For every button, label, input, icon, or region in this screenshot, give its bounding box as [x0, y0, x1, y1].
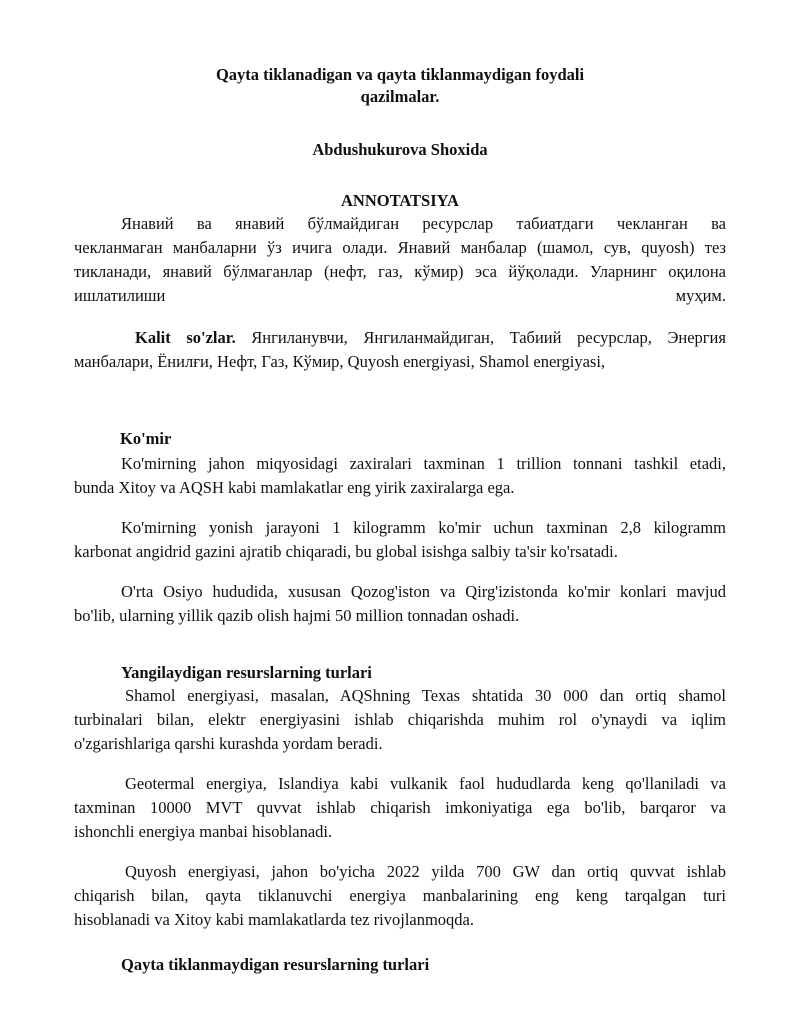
title-line-2: qazilmalar. — [360, 87, 440, 106]
paragraph-line: O'rta Osiyo hududida, xususan Qozog'iston va Qirg'izistonda ko'mir konlari mavjud — [121, 582, 726, 601]
section-heading-renewable: Yangilaydigan resurslarning turlari — [121, 663, 372, 682]
komir-paragraph-2 — [74, 516, 726, 564]
annotation-line: Янавий ва янавий бўлмайдиган ресурслар табиатдаги чекланган ва — [121, 214, 726, 233]
paragraph-line: bo'lib, ularning yillik qazib olish hajmi 50 million tonnadan oshadi. — [74, 606, 520, 625]
annotation-line: тикланади, янавий бўлмаганлар (нефт, газ, кўмир) эса йўқолади. Уларнинг оқилона — [74, 262, 726, 281]
keywords-label: Kalit so'zlar. — [135, 328, 236, 347]
annotation-text — [74, 212, 726, 308]
annotation-line-start: ишлатилиши — [74, 286, 166, 305]
keywords-line — [74, 326, 726, 350]
paragraph-line: bunda Xitoy va AQSH kabi mamlakatlar eng yirik zaxiralarga ega. — [74, 478, 515, 497]
paragraph-line: Geotermal energiya, Islandiya kabi vulkanik faol hududlarda keng qo'llaniladi va — [125, 774, 726, 793]
paragraph-line: karbonat angidrid gazini ajratib chiqaradi, bu global isishga salbiy ta'sir ko'rsatadi. — [74, 542, 618, 561]
paragraph-line: turbinalari bilan, elektr energiyasini ishlab chiqarishda muhim rol o'ynaydi va iqlim — [74, 710, 726, 729]
renewable-paragraph-3 — [74, 860, 726, 932]
keywords-line: манбалари, Ёнилғи, Нефт, Газ, Кўмир, Quyosh energiyasi, Shamol energiyasi, — [74, 352, 606, 371]
section-heading-nonrenewable: Qayta tiklanmaydigan resurslarning turlari — [121, 955, 430, 974]
paragraph-line: ishonchli energiya manbai hisoblanadi. — [74, 822, 333, 841]
paragraph-line: Shamol energiyasi, masalan, AQShning Texas shtatida 30 000 dan ortiq shamol — [125, 686, 726, 705]
keywords-list: Янгиланувчи, Янгиланмайдиган, Табиий ресурслар, Энергия — [235, 328, 726, 347]
renewable-paragraph-2 — [74, 772, 726, 844]
annotation-line-end: муҳим. — [675, 286, 726, 305]
annotation-line — [74, 284, 726, 308]
annotation-heading: ANNOTATSIYA — [341, 191, 459, 210]
author-name: Abdushukurova Shoxida — [312, 140, 488, 159]
paragraph-line: Ko'mirning jahon miqyosidagi zaxiralari taxminan 1 trillion tonnani tashkil etadi, — [121, 454, 726, 473]
paragraph-line: Ko'mirning yonish jarayoni 1 kilogramm ko'mir uchun taxminan 2,8 kilogramm — [121, 518, 726, 537]
renewable-paragraph-1 — [74, 684, 726, 756]
document-title — [0, 64, 800, 108]
paragraph-line: o'zgarishlariga qarshi kurashda yordam beradi. — [74, 734, 383, 753]
section-heading-komir: Ko'mir — [120, 429, 172, 448]
paragraph-line: chiqarish bilan, qayta tiklanuvchi energiya manbalarining eng keng tarqalgan turi — [74, 886, 726, 905]
keywords — [74, 326, 726, 374]
annotation-line: чекланмаган манбаларни ўз ичига олади. Янавий манбалар (шамол, сув, quyosh) тез — [74, 238, 726, 257]
paragraph-line: Quyosh energiyasi, jahon bo'yicha 2022 yilda 700 GW dan ortiq quvvat ishlab — [125, 862, 726, 881]
komir-paragraph-1 — [74, 452, 726, 500]
paragraph-line: taxminan 10000 MVT quvvat ishlab chiqarish imkoniyatiga ega bo'lib, barqaror va — [74, 798, 726, 817]
komir-paragraph-3 — [74, 580, 726, 628]
title-line-1: Qayta tiklanadigan va qayta tiklanmaydigan foydali — [215, 65, 585, 84]
paragraph-line: hisoblanadi va Xitoy kabi mamlakatlarda tez rivojlanmoqda. — [74, 910, 475, 929]
